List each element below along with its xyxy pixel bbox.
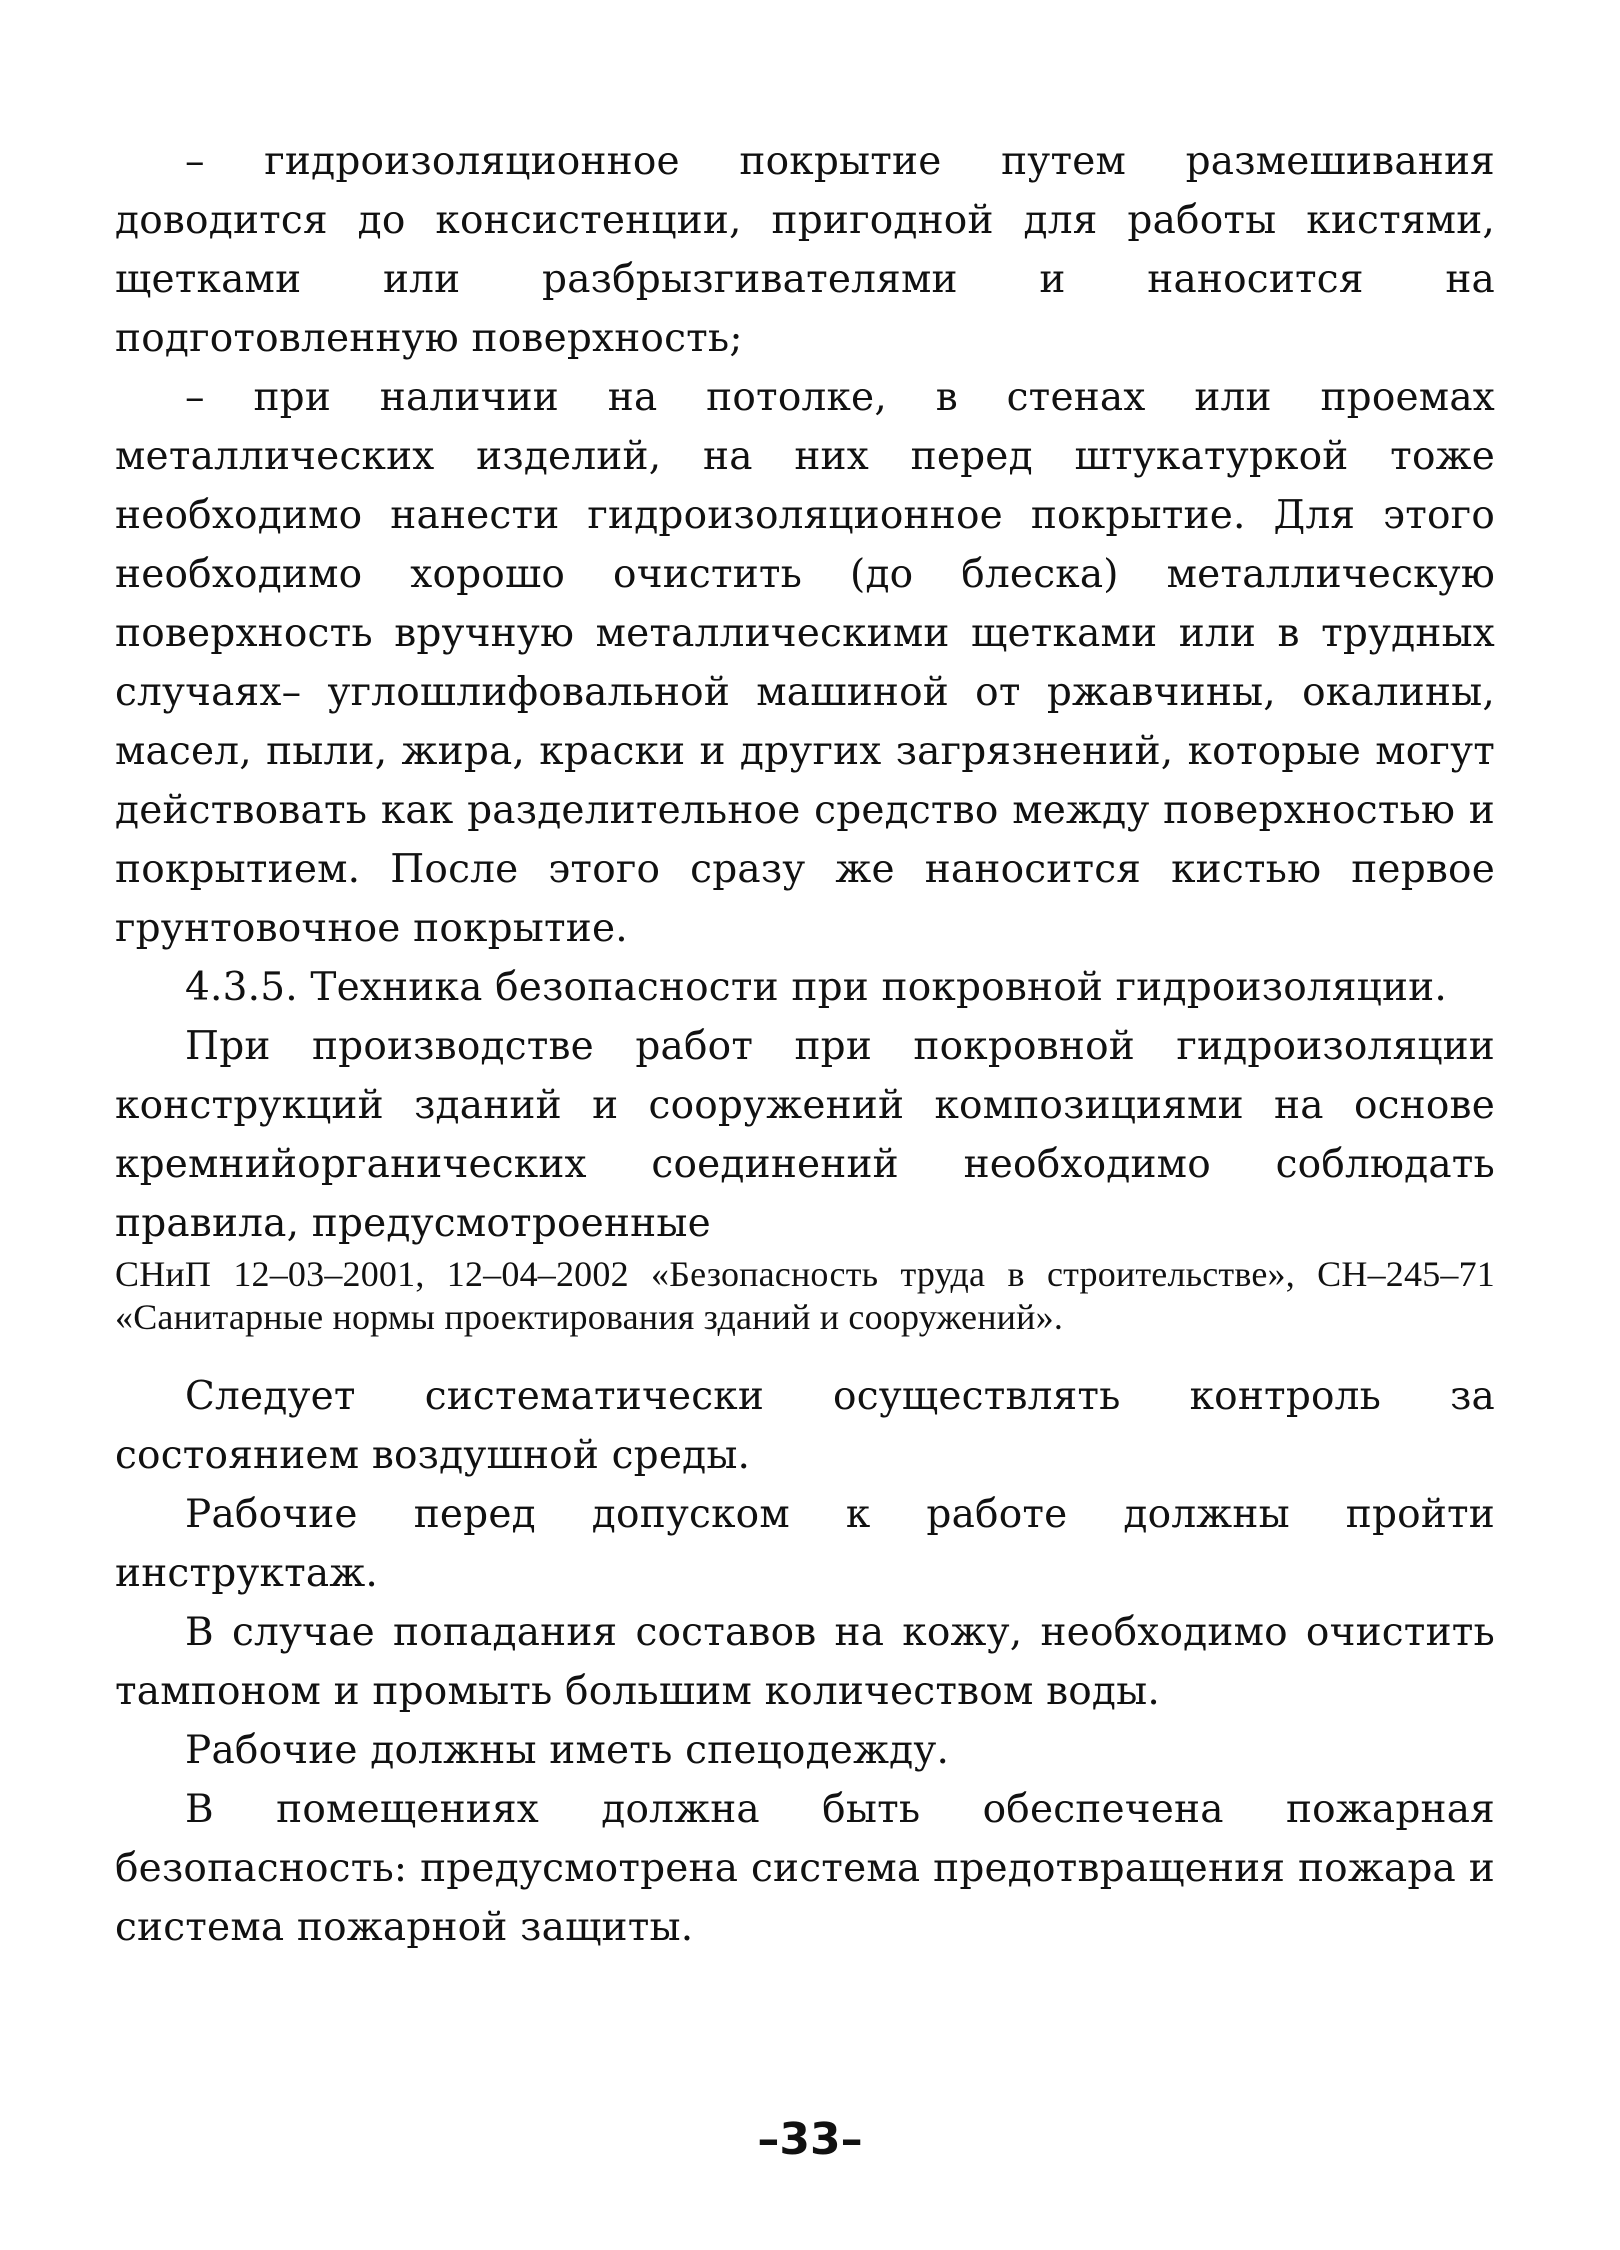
paragraph-fire-safety: В помещениях должна быть обеспечена пожарная безопасность: предусмотрена система предотвращения пожара и система пожарной защиты. (115, 1787, 1495, 1950)
paragraph-air-control: Следует систематически осуществлять контроль за состоянием воздушной среды. (115, 1374, 1495, 1478)
paragraph-skin-contact: В случае попадания составов на кожу, необходимо очистить тампоном и промыть большим количеством воды. (115, 1610, 1495, 1714)
paragraph-workwear: Рабочие должны иметь спецодежду. (185, 1728, 950, 1773)
paragraph-norm-references: СНиП 12–03–2001, 12–04–2002 «Безопасность труда в строительстве», СН–245–71 «Санитарные нормы проектирования зданий и сооружений». (115, 1254, 1495, 1337)
paragraph-briefing: Рабочие перед допуском к работе должны пройти инструктаж. (115, 1492, 1495, 1596)
page-number: –33– (757, 2114, 863, 2165)
page-body (115, 132, 1495, 1957)
paragraph-safety-rules: При производстве работ при покровной гидроизоляции конструкций зданий и сооружений композициями на основе кремнийорганических соединений необходимо соблюдать правила, предусмотроенные (115, 1024, 1495, 1246)
paragraph-metal-items: – при наличии на потолке, в стенах или проемах металлических изделий, на них перед штукатуркой тоже необходимо нанести гидроизоляционное покрытие. Для этого необходимо хорошо очистить (до блеска) металлическую поверхность вручную металлическими щетками или в трудных случаях– углошлифовальной машиной от ржавчины, окалины, масел, пыли, жира, краски и других загрязнений, которые могут действовать как разделительное средство между поверхностью и покрытием. После этого сразу же наносится кистью первое грунтовочное покрытие. (115, 375, 1495, 951)
paragraph-waterproofing-coating: – гидроизоляционное покрытие путем размешивания доводится до консистенции, пригодной для работы кистями, щетками или разбрызгивателями и наносится на подготовленную поверхность; (115, 139, 1495, 361)
section-heading-4-3-5: 4.3.5. Техника безопасности при покровной гидроизоляции. (185, 965, 1447, 1010)
